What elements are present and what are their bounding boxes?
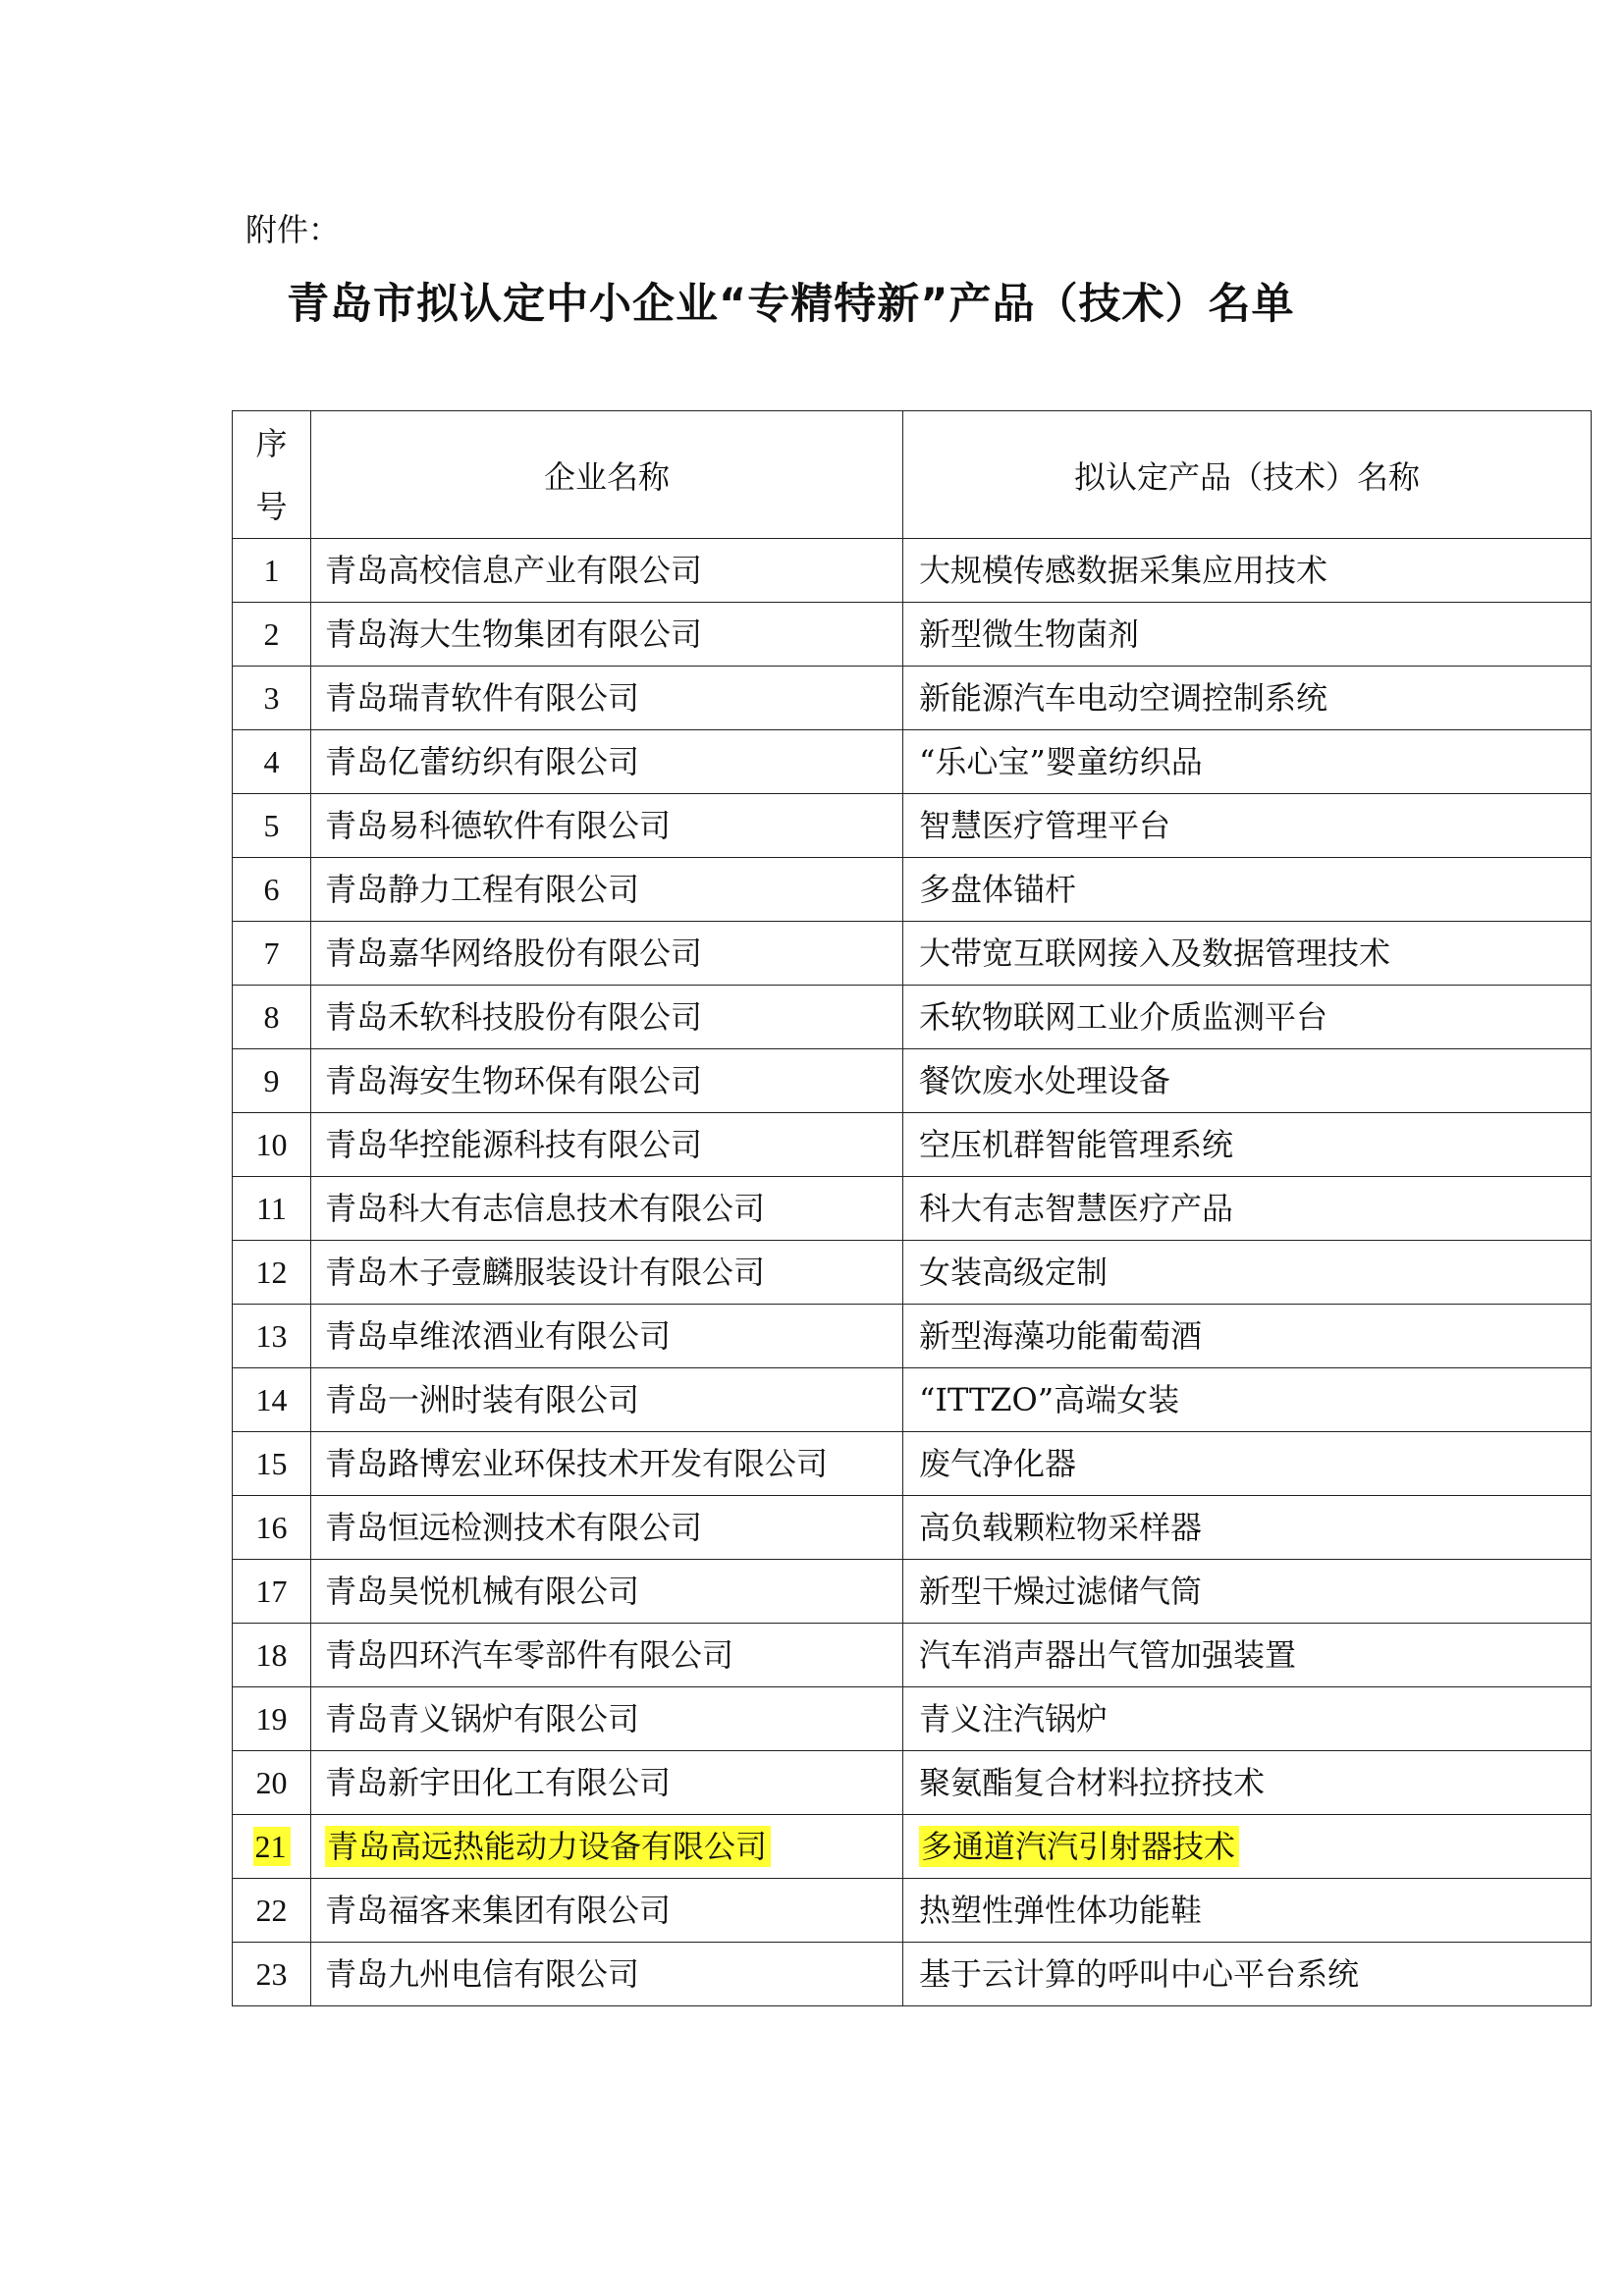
product-name-cell — [903, 1560, 1592, 1624]
table-row — [233, 1751, 1592, 1815]
product-name: 聚氨酯复合材料拉挤技术 — [919, 1764, 1266, 1801]
serial-number-cell — [233, 1368, 311, 1432]
product-name: “乐心宝”婴童纺织品 — [919, 743, 1203, 780]
company-name: 青岛亿蕾纺织有限公司 — [325, 743, 640, 780]
product-name-cell — [903, 986, 1592, 1049]
table-row — [233, 1049, 1592, 1113]
product-name-cell — [903, 1177, 1592, 1241]
serial-number: 17 — [255, 1574, 288, 1609]
product-name-cell — [903, 603, 1592, 667]
serial-number-cell — [233, 1943, 311, 2006]
company-name: 青岛瑞青软件有限公司 — [325, 679, 640, 717]
company-name-cell — [311, 1113, 903, 1177]
company-name-cell — [311, 1943, 903, 2006]
serial-number: 10 — [255, 1127, 288, 1162]
serial-number: 11 — [256, 1191, 287, 1226]
company-name: 青岛一洲时装有限公司 — [325, 1381, 640, 1418]
company-name: 青岛新宇田化工有限公司 — [325, 1764, 672, 1801]
table-row — [233, 730, 1592, 794]
table-row — [233, 794, 1592, 858]
product-name: 新型微生物菌剂 — [919, 615, 1140, 653]
product-name-cell — [903, 730, 1592, 794]
serial-number-cell — [233, 603, 311, 667]
company-name-cell — [311, 603, 903, 667]
serial-number-cell — [233, 794, 311, 858]
product-name-cell — [903, 1624, 1592, 1687]
serial-number: 14 — [255, 1382, 288, 1417]
serial-number: 16 — [255, 1510, 288, 1545]
product-name: 废气净化器 — [919, 1445, 1077, 1482]
product-name-cell — [903, 1815, 1592, 1879]
table-row — [233, 1943, 1592, 2006]
product-name-cell — [903, 1496, 1592, 1560]
serial-number-cell — [233, 667, 311, 730]
company-name: 青岛卓维浓酒业有限公司 — [325, 1317, 672, 1355]
product-name: 汽车消声器出气管加强装置 — [919, 1636, 1297, 1674]
serial-number: 19 — [255, 1701, 288, 1736]
serial-number: 1 — [263, 553, 280, 588]
serial-number: 15 — [255, 1446, 288, 1481]
company-name-cell — [311, 667, 903, 730]
serial-number-cell — [233, 1305, 311, 1368]
company-name: 青岛路博宏业环保技术开发有限公司 — [325, 1445, 829, 1482]
serial-number-cell — [233, 858, 311, 922]
product-name-cell — [903, 922, 1592, 986]
table-row — [233, 1177, 1592, 1241]
company-name: 青岛海大生物集团有限公司 — [325, 615, 703, 653]
company-name-cell — [311, 1241, 903, 1305]
product-name-cell — [903, 1241, 1592, 1305]
table-row — [233, 539, 1592, 603]
attachment-label: 附件： — [245, 211, 341, 248]
product-name-cell — [903, 858, 1592, 922]
product-name-cell — [903, 1049, 1592, 1113]
company-name-cell — [311, 1624, 903, 1687]
product-name: 多盘体锚杆 — [919, 871, 1077, 908]
table-row — [233, 603, 1592, 667]
table-row — [233, 1687, 1592, 1751]
serial-number-cell — [233, 1432, 311, 1496]
company-name: 青岛昊悦机械有限公司 — [325, 1573, 640, 1610]
serial-number-cell — [233, 1113, 311, 1177]
company-name-cell — [311, 986, 903, 1049]
header-serial-top: 序 — [255, 424, 288, 462]
company-name-cell — [311, 1432, 903, 1496]
serial-number-cell — [233, 1879, 311, 1943]
table-row — [233, 1368, 1592, 1432]
serial-number: 20 — [255, 1765, 288, 1800]
header-serial-bottom: 号 — [255, 487, 288, 525]
company-name: 青岛福客来集团有限公司 — [325, 1892, 672, 1929]
product-name: 高负载颗粒物采样器 — [919, 1509, 1203, 1546]
company-name: 青岛高校信息产业有限公司 — [325, 552, 703, 589]
serial-number: 7 — [263, 935, 280, 971]
company-name: 青岛科大有志信息技术有限公司 — [325, 1190, 766, 1227]
table-row — [233, 1879, 1592, 1943]
serial-number-cell — [233, 1177, 311, 1241]
table-row — [233, 858, 1592, 922]
serial-number: 13 — [255, 1318, 288, 1354]
company-name-cell — [311, 1879, 903, 1943]
serial-number-cell — [233, 1687, 311, 1751]
company-name-cell — [311, 1815, 903, 1879]
company-name-cell — [311, 1751, 903, 1815]
table-body — [233, 539, 1592, 2006]
serial-number-cell — [233, 1815, 311, 1879]
product-name-cell — [903, 1687, 1592, 1751]
header-serial-number — [233, 411, 311, 539]
serial-number-cell — [233, 539, 311, 603]
table-row — [233, 922, 1592, 986]
company-name: 青岛静力工程有限公司 — [325, 871, 640, 908]
serial-number-cell — [233, 986, 311, 1049]
company-name-cell — [311, 1049, 903, 1113]
table-row — [233, 986, 1592, 1049]
serial-number: 23 — [255, 1956, 288, 1992]
serial-number: 4 — [263, 744, 280, 779]
product-name: 新能源汽车电动空调控制系统 — [919, 679, 1328, 717]
company-name-cell — [311, 539, 903, 603]
product-name-cell — [903, 1368, 1592, 1432]
serial-number: 8 — [263, 999, 280, 1035]
company-name-cell — [311, 730, 903, 794]
company-name-cell — [311, 1368, 903, 1432]
product-name-cell — [903, 1305, 1592, 1368]
company-name: 青岛恒远检测技术有限公司 — [325, 1509, 703, 1546]
product-name-cell — [903, 1113, 1592, 1177]
product-name: “ITTZO”高端女装 — [919, 1381, 1180, 1418]
serial-number-cell — [233, 1624, 311, 1687]
company-name-cell — [311, 1687, 903, 1751]
serial-number-cell — [233, 1560, 311, 1624]
serial-number: 3 — [263, 680, 280, 716]
company-name-cell — [311, 1496, 903, 1560]
serial-number-cell — [233, 730, 311, 794]
serial-number: 2 — [263, 616, 280, 652]
product-name: 禾软物联网工业介质监测平台 — [919, 998, 1328, 1036]
serial-number-cell — [233, 1496, 311, 1560]
serial-number: 6 — [263, 872, 280, 907]
serial-number: 12 — [255, 1255, 288, 1290]
document-title: 青岛市拟认定中小企业“专精特新”产品（技术）名单 — [287, 280, 1295, 329]
table-row — [233, 1241, 1592, 1305]
company-name: 青岛四环汽车零部件有限公司 — [325, 1636, 734, 1674]
table-row — [233, 1815, 1592, 1879]
serial-number: 5 — [263, 808, 280, 843]
serial-number-cell — [233, 922, 311, 986]
company-name: 青岛木子壹麟服装设计有限公司 — [325, 1254, 766, 1291]
product-name: 多通道汽汽引射器技术 — [919, 1826, 1239, 1867]
product-name: 智慧医疗管理平台 — [919, 807, 1171, 844]
company-name: 青岛九州电信有限公司 — [325, 1955, 640, 1993]
company-name: 青岛嘉华网络股份有限公司 — [325, 934, 703, 972]
table-row — [233, 1560, 1592, 1624]
product-name: 新型干燥过滤储气筒 — [919, 1573, 1203, 1610]
table-row — [233, 1496, 1592, 1560]
company-name-cell — [311, 1177, 903, 1241]
header-product-name: 拟认定产品（技术）名称 — [903, 411, 1592, 539]
serial-number-cell — [233, 1241, 311, 1305]
product-name-cell — [903, 1432, 1592, 1496]
serial-number: 18 — [255, 1637, 288, 1673]
product-name: 科大有志智慧医疗产品 — [919, 1190, 1234, 1227]
product-name-cell — [903, 1879, 1592, 1943]
serial-number-cell — [233, 1049, 311, 1113]
header-company-name: 企业名称 — [311, 411, 903, 539]
table-header-row — [233, 411, 1592, 539]
product-name: 大带宽互联网接入及数据管理技术 — [919, 934, 1391, 972]
product-name: 女装高级定制 — [919, 1254, 1109, 1291]
table-row — [233, 1305, 1592, 1368]
company-name-cell — [311, 922, 903, 986]
serial-number: 21 — [253, 1827, 291, 1866]
serial-number: 22 — [255, 1893, 288, 1928]
company-name: 青岛禾软科技股份有限公司 — [325, 998, 703, 1036]
enterprise-product-table — [232, 410, 1592, 2006]
product-name-cell — [903, 539, 1592, 603]
product-name: 青义注汽锅炉 — [919, 1700, 1109, 1737]
serial-number: 9 — [263, 1063, 280, 1098]
company-name-cell — [311, 1305, 903, 1368]
product-name: 大规模传感数据采集应用技术 — [919, 552, 1328, 589]
product-name: 新型海藻功能葡萄酒 — [919, 1317, 1203, 1355]
table-row — [233, 667, 1592, 730]
company-name-cell — [311, 858, 903, 922]
table-row — [233, 1624, 1592, 1687]
company-name: 青岛华控能源科技有限公司 — [325, 1126, 703, 1163]
company-name: 青岛青义锅炉有限公司 — [325, 1700, 640, 1737]
product-name: 餐饮废水处理设备 — [919, 1062, 1171, 1099]
product-name-cell — [903, 794, 1592, 858]
company-name: 青岛高远热能动力设备有限公司 — [325, 1826, 771, 1867]
company-name-cell — [311, 1560, 903, 1624]
product-name-cell — [903, 1943, 1592, 2006]
product-name-cell — [903, 667, 1592, 730]
table-row — [233, 1113, 1592, 1177]
serial-number-cell — [233, 1751, 311, 1815]
table-row — [233, 1432, 1592, 1496]
product-name-cell — [903, 1751, 1592, 1815]
product-name: 空压机群智能管理系统 — [919, 1126, 1234, 1163]
company-name: 青岛海安生物环保有限公司 — [325, 1062, 703, 1099]
company-name-cell — [311, 794, 903, 858]
product-name: 基于云计算的呼叫中心平台系统 — [919, 1955, 1360, 1993]
company-name: 青岛易科德软件有限公司 — [325, 807, 672, 844]
product-name: 热塑性弹性体功能鞋 — [919, 1892, 1203, 1929]
